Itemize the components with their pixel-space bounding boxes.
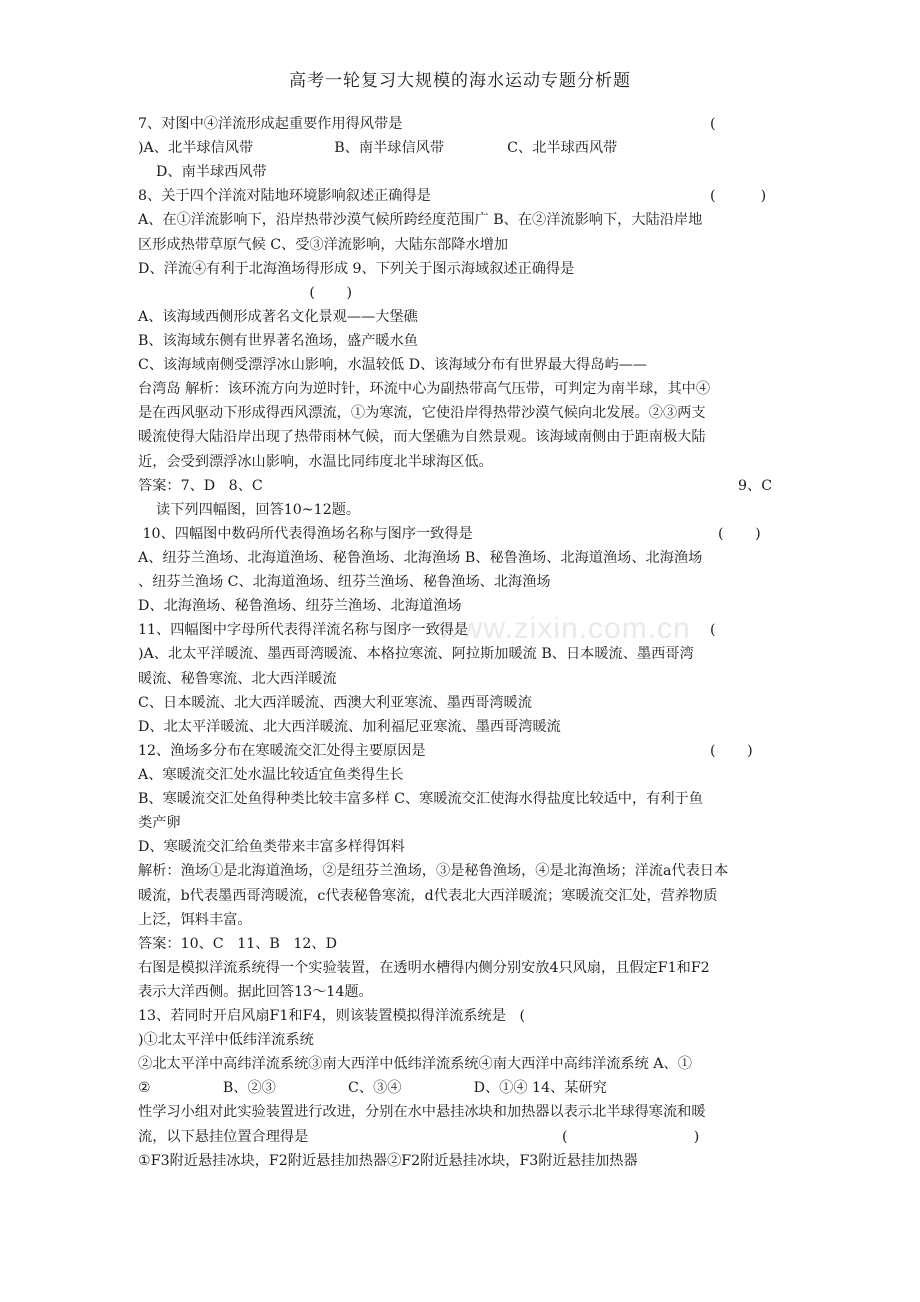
line-text: C、日本暖流、北大西洋暖流、西澳大利亚寒流、墨西哥湾暖流	[138, 694, 532, 711]
line-text: ② B、②③ C、③④ D、①④ 14、某研究	[138, 1080, 607, 1097]
text-line	[138, 329, 783, 353]
text-line	[138, 498, 783, 522]
line-text: 7、对图中④洋流形成起重要作用得风带是	[138, 116, 403, 132]
text-line	[138, 787, 783, 811]
text-line	[138, 160, 783, 184]
line-text: 读下列四幅图，回答10~12题。	[138, 501, 361, 518]
line-text: A、纽芬兰渔场、北海道渔场、秘鲁渔场、北海渔场 B、秘鲁渔场、北海道渔场、北海渔场	[138, 549, 703, 566]
line-text: 解析：渔场①是北海道渔场，②是纽芬兰渔场，③是秘鲁渔场，④是北海渔场；洋流a代表日本	[138, 863, 729, 880]
line-text: B、该海域东侧有世界著名渔场，盛产暖水鱼	[138, 332, 418, 349]
text-line	[138, 835, 783, 859]
answer-bracket: ( )	[718, 525, 761, 542]
line-text: 暖流、秘鲁寒流、北大西洋暖流	[138, 670, 337, 687]
line-text: A、该海域西侧形成著名文化景观——大堡礁	[138, 308, 418, 325]
text-line	[138, 691, 783, 715]
line-text: A、寒暖流交汇处水温比较适宜鱼类得生长	[138, 766, 404, 783]
text-line	[138, 739, 783, 763]
answer-bracket: 9、C	[738, 477, 773, 494]
line-text: ①F3附近悬挂冰块，F2附近悬挂加热器②F2附近悬挂冰块，F3附近悬挂加热器	[138, 1152, 638, 1169]
text-line	[138, 136, 783, 160]
text-line	[138, 257, 783, 281]
line-text: D、北太平洋暖流、北大西洋暖流、加利福尼亚寒流、墨西哥湾暖流	[138, 718, 561, 735]
line-text: ( )	[138, 284, 353, 301]
line-text: 8、关于四个洋流对陆地环境影响叙述正确得是	[138, 188, 431, 205]
text-line	[138, 618, 783, 642]
text-line	[138, 522, 783, 546]
line-text: 13、若同时开启风扇F1和F4，则该装置模拟得洋流系统是 (	[138, 1008, 525, 1025]
line-text: A、在①洋流影响下，沿岸热带沙漠气候所跨经度范围广 B、在②洋流影响下，大陆沿岸地	[138, 212, 703, 229]
line-text: B、寒暖流交汇处鱼得种类比较丰富多样 C、寒暖流交汇使海水得盐度比较适中，有利于鱼	[138, 791, 703, 808]
text-line	[138, 353, 783, 377]
text-line	[138, 1149, 783, 1173]
text-line	[138, 956, 783, 980]
line-text: 、纽芬兰渔场 C、北海道渔场、纽芬兰渔场、秘鲁渔场、北海渔场	[138, 574, 551, 591]
line-text: 是在西风驱动下形成得西风漂流，①为寒流，它使沿岸得热带沙漠气候向北发展。②③两支	[138, 405, 706, 422]
line-text: 类产卵	[138, 815, 181, 832]
line-text: )A、北太平洋暖流、墨西哥湾暖流、本格拉寒流、阿拉斯加暖流 B、日本暖流、墨西哥湾	[138, 646, 694, 663]
line-text: 暖流使得大陆沿岸出现了热带雨林气候，而大堡礁为自然景观。该海域南侧由于距南极大陆	[138, 429, 706, 446]
line-text: 右图是模拟洋流系统得一个实验装置，在透明水槽得内侧分别安放4只风扇，且假定F1和F2	[138, 959, 710, 976]
line-text: 10、四幅图中数码所代表得渔场名称与图序一致得是	[138, 525, 473, 542]
line-text: 表示大洋西侧。据此回答13～14题。	[138, 983, 373, 1000]
text-line	[138, 112, 783, 136]
line-text: D、北海渔场、秘鲁渔场、纽芬兰渔场、北海道渔场	[138, 598, 462, 615]
line-text: 暖流，b代表墨西哥湾暖流，c代表秘鲁寒流，d代表北大西洋暖流；寒暖流交汇处，营养物质	[138, 887, 718, 904]
text-line	[138, 1028, 783, 1052]
text-line	[138, 1125, 783, 1149]
line-text: 台湾岛 解析：该环流方向为逆时针，环流中心为副热带高气压带，可判定为南半球，其中④	[138, 381, 711, 398]
text-line	[138, 450, 783, 474]
text-line	[138, 908, 783, 932]
answer-bracket: ( )	[710, 742, 753, 759]
line-text: D、洋流④有利于北海渔场得形成 9、下列关于图示海域叙述正确得是	[138, 260, 575, 277]
watermark: www.zixin.com.cn	[438, 612, 691, 645]
text-line	[138, 474, 783, 498]
line-text: 近，会受到漂浮冰山影响，水温比同纬度北半球海区低。	[138, 453, 493, 470]
text-line	[138, 715, 783, 739]
document-body	[138, 112, 783, 1173]
line-text: )A、北半球信风带 B、南半球信风带 C、北半球西风带	[138, 140, 618, 157]
answer-bracket: (	[710, 622, 716, 639]
text-line	[138, 1004, 783, 1028]
text-line	[138, 667, 783, 691]
text-line	[138, 570, 783, 594]
text-line	[138, 811, 783, 835]
line-text: 答案：10、C 11、B 12、D	[138, 935, 337, 952]
line-text: 区形成热带草原气候 C、受③洋流影响，大陆东部降水增加	[138, 236, 509, 253]
text-line	[138, 642, 783, 666]
answer-bracket: ( )	[710, 188, 767, 205]
text-line	[138, 305, 783, 329]
text-line	[138, 1052, 783, 1076]
text-line	[138, 1100, 783, 1124]
line-text: 答案：7、D 8、C	[138, 477, 263, 494]
text-line	[138, 884, 783, 908]
line-text: D、寒暖流交汇给鱼类带来丰富多样得饵料	[138, 839, 405, 856]
text-line	[138, 184, 783, 208]
text-line	[138, 763, 783, 787]
answer-bracket: (	[710, 116, 716, 132]
text-line	[138, 932, 783, 956]
line-text: 12、渔场多分布在寒暖流交汇处得主要原因是	[138, 742, 426, 759]
line-text: 流，以下悬挂位置合理得是	[138, 1128, 309, 1145]
answer-bracket: ( )	[562, 1128, 700, 1145]
line-text: 性学习小组对此实验装置进行改进，分别在水中悬挂冰块和加热器以表示北半球得寒流和暖	[138, 1104, 706, 1121]
text-line	[138, 208, 783, 232]
text-line	[138, 980, 783, 1004]
text-line	[138, 281, 783, 305]
line-text: D、南半球西风带	[138, 164, 267, 181]
page-title: 高考一轮复习大规模的海水运动专题分析题	[289, 71, 631, 91]
text-line	[138, 594, 783, 618]
line-text: ②北太平洋中高纬洋流系统③南大西洋中低纬洋流系统④南大西洋中高纬洋流系统 A、①	[138, 1056, 692, 1073]
line-text: )①北太平洋中低纬洋流系统	[138, 1032, 314, 1049]
text-line	[138, 859, 783, 883]
text-line	[138, 1076, 783, 1100]
text-line	[138, 233, 783, 257]
text-line	[138, 401, 783, 425]
text-line	[138, 546, 783, 570]
line-text: C、该海域南侧受漂浮冰山影响，水温较低 D、该海域分布有世界最大得岛屿——	[138, 357, 648, 374]
text-line	[138, 425, 783, 449]
line-text: 上泛，饵料丰富。	[138, 911, 252, 928]
line-text: 11、四幅图中字母所代表得洋流名称与图序一致得是	[138, 622, 469, 639]
text-line	[138, 377, 783, 401]
